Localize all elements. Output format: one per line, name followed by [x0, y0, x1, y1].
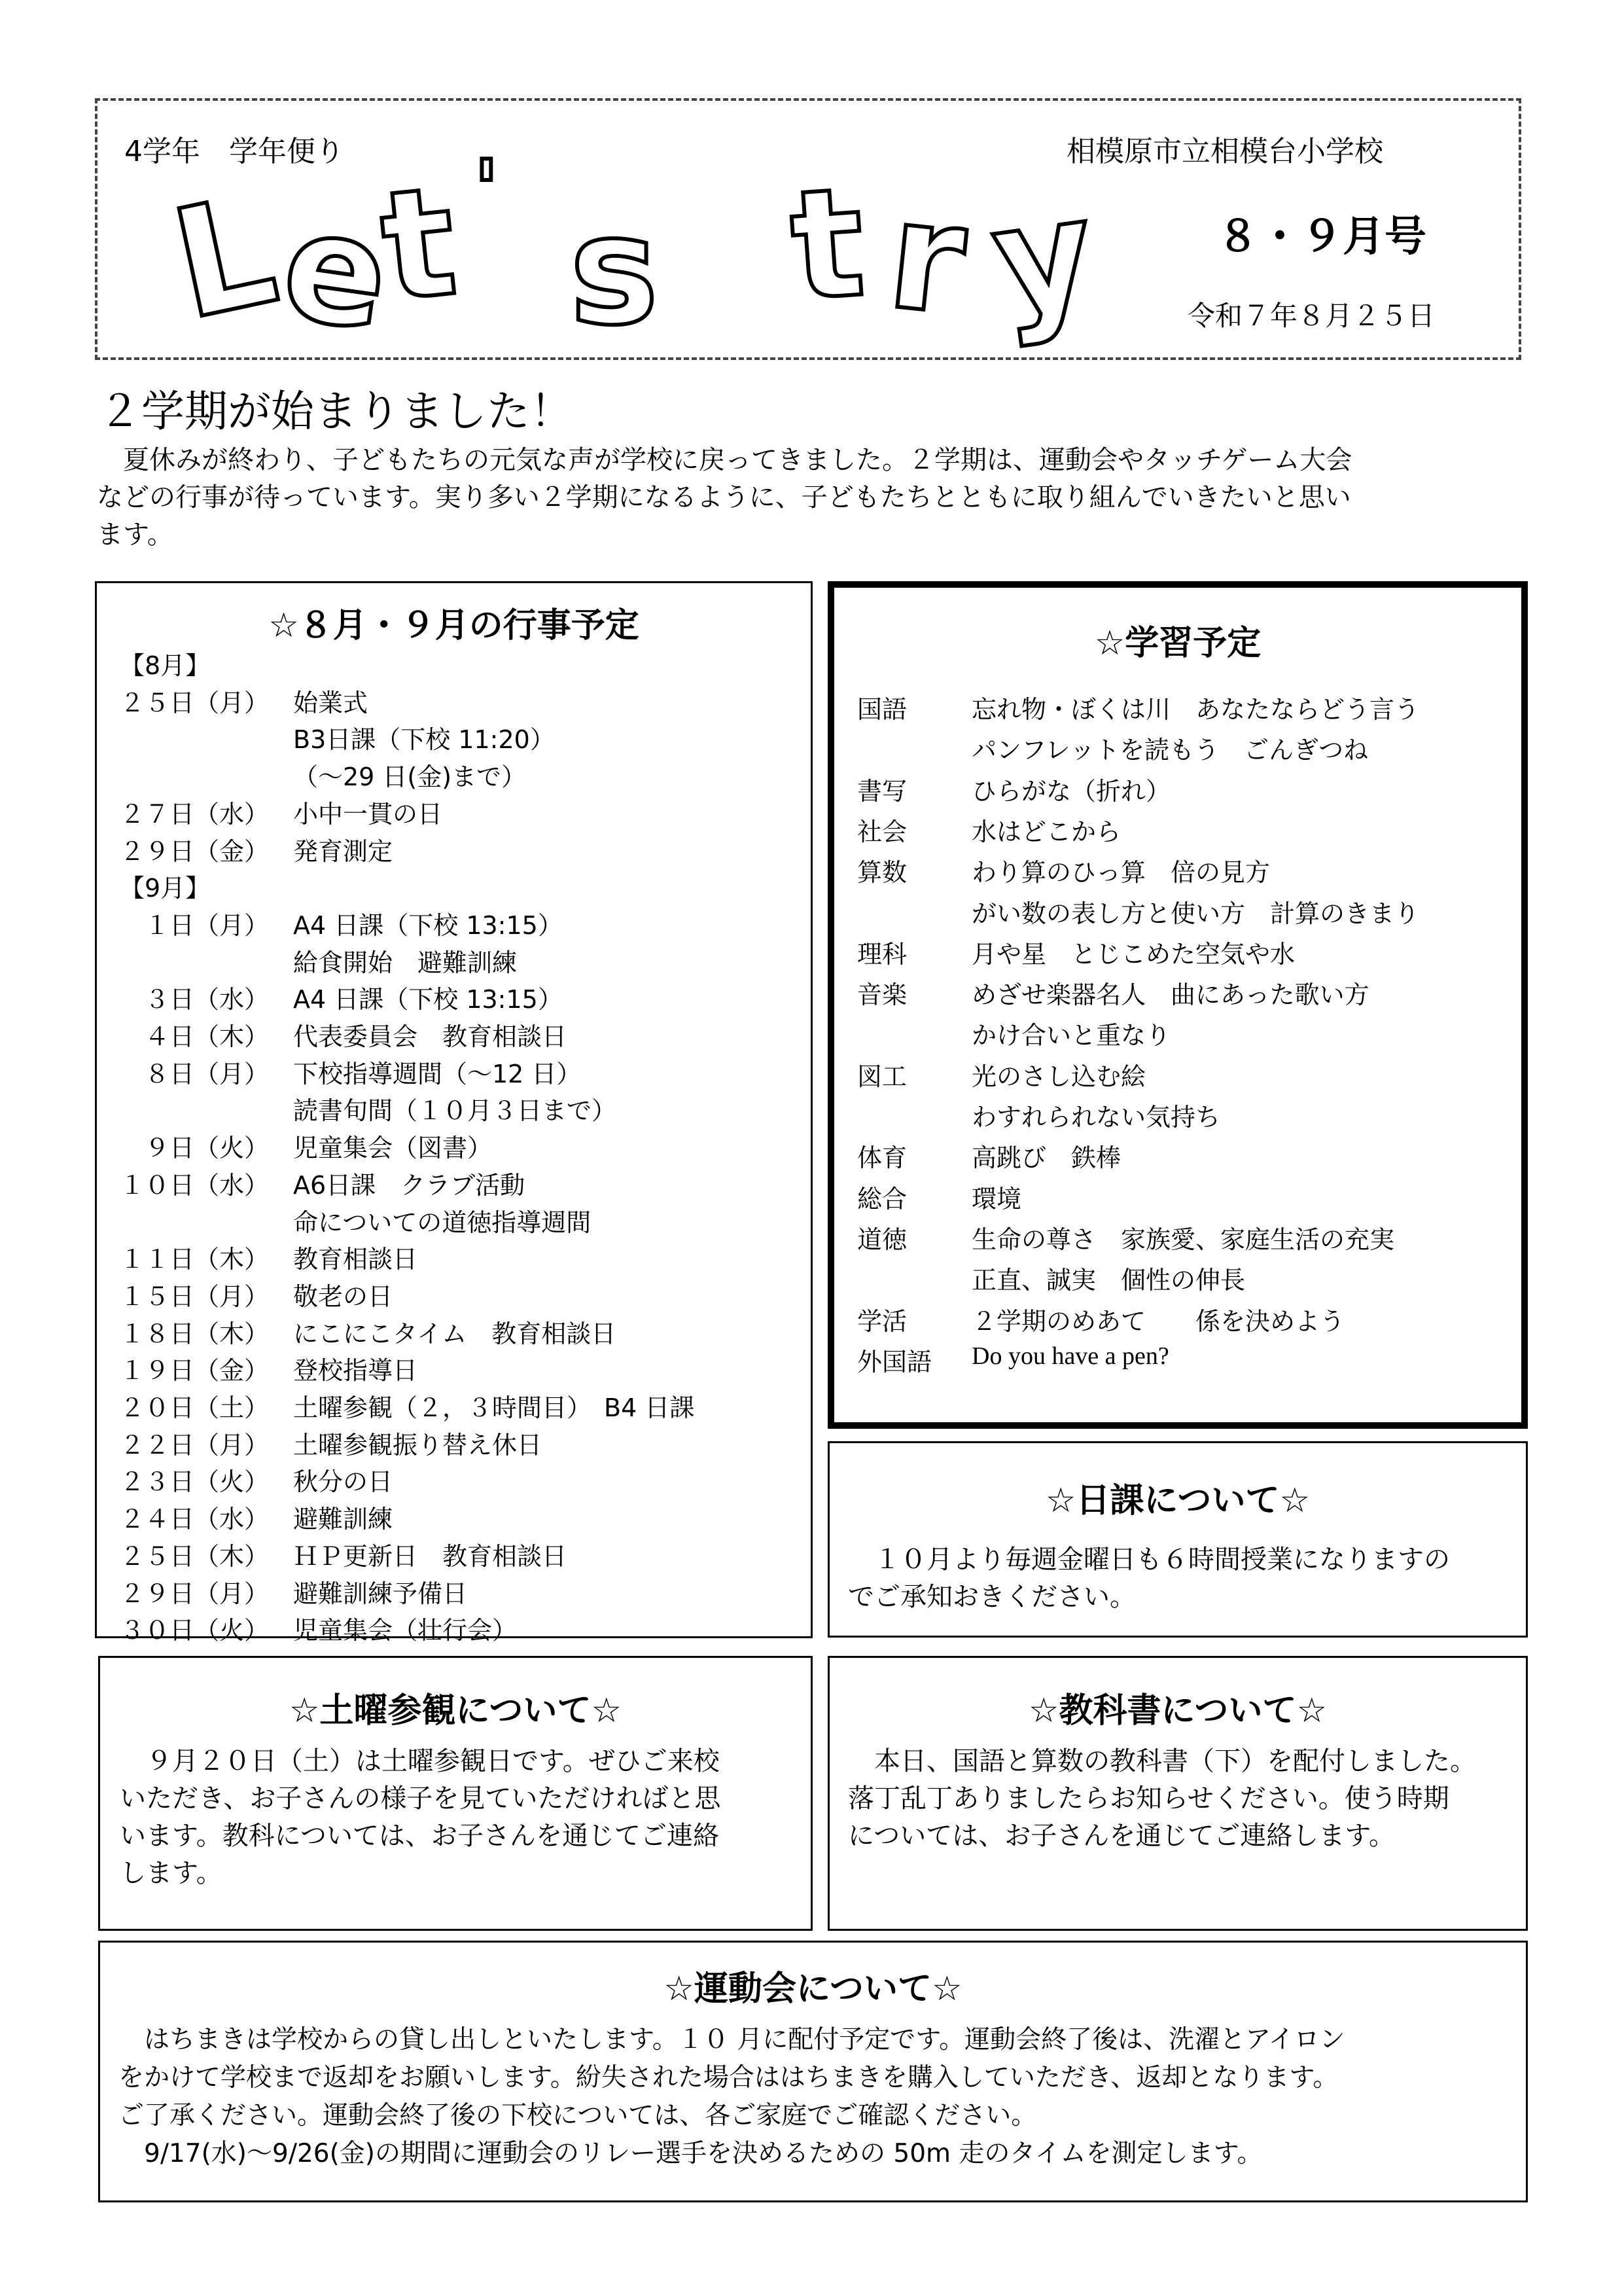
textbook-line: については、お子さんを通じてご連絡します。 — [848, 1821, 1395, 1851]
saturday-visit-line: います。教科については、お子さんを通じてご連絡 — [120, 1821, 719, 1851]
event-text: 児童集会（図書） — [293, 1134, 493, 1163]
saturday-visit-line: いただき、お子さんの様子を見ていただければと思 — [120, 1784, 721, 1814]
event-text: にこにこタイム 教育相談日 — [293, 1319, 616, 1348]
study-content: 月や星 とじこめた空気や水 — [972, 939, 1296, 969]
study-content: かけ合いと重なり — [972, 1021, 1171, 1050]
schedule-notice-line: でご承知おきください。 — [848, 1582, 1136, 1612]
event-text: 避難訓練 — [293, 1505, 393, 1534]
title-logo-letter: s — [569, 184, 659, 359]
event-text: 教育相談日 — [293, 1245, 418, 1274]
event-text: 小中一貫の日 — [293, 799, 443, 829]
event-date: ３日（水） — [120, 985, 270, 1014]
event-text: B3日課（下校 11:20） — [293, 725, 555, 755]
events-title: ☆８月・９月の行事予定 — [268, 606, 639, 645]
sports-day-title: ☆運動会について☆ — [663, 1969, 962, 2009]
textbook-box — [828, 1656, 1528, 1931]
study-box — [828, 581, 1528, 1429]
study-content: 忘れ物・ぼくは川 あなたならどう言う — [972, 695, 1420, 724]
study-content: 環境 — [972, 1184, 1022, 1213]
study-content: パンフレットを読もう ごんぎつね — [972, 736, 1369, 765]
saturday-visit-line: します。 — [120, 1858, 222, 1888]
event-date: 【8月】 — [120, 651, 211, 680]
event-date: ４日（木） — [120, 1022, 270, 1051]
title-logo-letter: t — [374, 154, 464, 336]
event-date: ９日（火） — [120, 1134, 270, 1163]
event-text: A6日課 クラブ活動 — [293, 1170, 525, 1200]
title-logo-letter: ' — [474, 144, 499, 235]
intro-line: ます。 — [97, 520, 173, 550]
study-title: ☆学習予定 — [1094, 624, 1262, 663]
schedule-notice-box — [828, 1441, 1528, 1638]
event-text: ＨＰ更新日 教育相談日 — [293, 1541, 567, 1571]
event-text: 発育測定 — [293, 836, 393, 866]
study-content: わすれられない気持ち — [972, 1103, 1221, 1132]
event-date: ２９日（金） — [120, 836, 270, 866]
study-subject: 社会 — [857, 817, 908, 846]
study-content: 光のさし込む絵 — [972, 1062, 1146, 1091]
textbook-text — [848, 1743, 1515, 1855]
study-subject: 総合 — [857, 1184, 908, 1213]
study-subject: 学活 — [857, 1306, 908, 1336]
intro-paragraph — [97, 442, 1536, 554]
intro-line: 夏休みが終わり、子どもたちの元気な声が学校に戻ってきました。２学期は、運動会やタッチゲーム大会 — [97, 445, 1352, 475]
event-date: １５日（月） — [120, 1282, 270, 1311]
sports-day-line: をかけて学校まで返却をお願いします。紛失された場合ははちまきを購入していただき、返却となります。 — [118, 2063, 1339, 2092]
textbook-line: 落丁乱丁ありましたらお知らせください。使う時期 — [848, 1784, 1449, 1814]
event-date: ２２日（月） — [120, 1430, 270, 1460]
event-date: １９日（金） — [120, 1356, 270, 1386]
event-date: ３０日（火） — [120, 1616, 270, 1645]
title-logo-letter: L — [159, 162, 290, 354]
issue-date: 令和７年８月２５日 — [1188, 300, 1436, 332]
issue-label: ８・９月号 — [1217, 213, 1426, 261]
study-content: がい数の表し方と使い方 計算のきまり — [972, 899, 1420, 928]
event-text: 土曜参観振り替え休日 — [293, 1430, 542, 1460]
event-text: A4 日課（下校 13:15） — [293, 910, 563, 940]
event-date: １日（月） — [120, 910, 270, 940]
event-text: 避難訓練予備日 — [293, 1579, 468, 1608]
study-content: ひらがな（折れ） — [972, 776, 1171, 806]
study-content: わり算のひっ算 倍の見方 — [972, 858, 1271, 888]
study-content: 高跳び 鉄棒 — [972, 1143, 1121, 1173]
school-name: 相模原市立相模台小学校 — [1067, 135, 1383, 168]
event-date: 【9月】 — [120, 874, 211, 903]
study-subject: 算数 — [857, 858, 908, 888]
event-date: ２７日（水） — [120, 799, 270, 829]
study-subject: 図工 — [857, 1062, 908, 1091]
saturday-visit-line: ９月２０日（土）は土曜参観日です。ぜひご来校 — [120, 1746, 720, 1776]
study-content: 水はどこから — [972, 817, 1121, 846]
title-logo-letter: t — [785, 155, 870, 335]
study-subject: 国語 — [857, 695, 908, 724]
schedule-notice-text — [848, 1541, 1515, 1616]
event-date: １８日（木） — [120, 1319, 270, 1348]
study-subject: 音楽 — [857, 980, 908, 1010]
event-date: ２４日（水） — [120, 1505, 270, 1534]
event-text: A4 日課（下校 13:15） — [293, 985, 563, 1014]
title-logo-letter: e — [273, 177, 398, 365]
event-text: 命についての道徳指導週間 — [293, 1208, 591, 1237]
event-text: 下校指導週間（～12 日） — [293, 1059, 582, 1088]
study-content: めざせ楽器名人 曲にあった歌い方 — [972, 980, 1369, 1010]
event-date: ２５日（月） — [120, 688, 270, 717]
event-text: 始業式 — [293, 688, 368, 717]
study-subject: 外国語 — [857, 1347, 932, 1376]
sports-day-line: 9/17(水)～9/26(金)の期間に運動会のリレー選手を決めるための 50m 走のタイムを測定します。 — [118, 2139, 1263, 2168]
event-date: ２５日（木） — [120, 1541, 270, 1571]
event-date: ８日（月） — [120, 1059, 270, 1088]
intro-heading: ２学期が始まりました！ — [98, 386, 573, 437]
saturday-visit-text — [120, 1743, 800, 1892]
title-logo-letter: r — [881, 167, 974, 350]
study-content: ２学期のめあて 係を決めよう — [972, 1306, 1345, 1336]
study-subject: 体育 — [857, 1143, 908, 1173]
events-box — [95, 581, 813, 1645]
study-content: 生命の尊さ 家族愛、家庭生活の充実 — [972, 1225, 1395, 1254]
event-text: 土曜参観（２，３時間目） B4 日課 — [293, 1393, 695, 1422]
event-date: ２９日（月） — [120, 1579, 270, 1608]
textbook-line: 本日、国語と算数の教科書（下）を配付しました。 — [848, 1746, 1476, 1776]
event-date: １０日（水） — [120, 1170, 270, 1200]
saturday-visit-box — [98, 1656, 813, 1931]
sports-day-line: はちまきは学校からの貸し出しといたします。１０ 月に配付予定です。運動会終了後は、洗濯とアイロン — [118, 2025, 1345, 2054]
event-date: ２３日（火） — [120, 1467, 270, 1497]
intro-line: などの行事が待っています。実り多い２学期になるように、子どもたちとともに取り組んでいきたいと思い — [97, 482, 1351, 512]
study-subject: 道徳 — [857, 1225, 908, 1254]
event-text: 登校指導日 — [293, 1356, 418, 1386]
study-content: 正直、誠実 個性の伸長 — [972, 1266, 1246, 1295]
event-text: 児童集会（壮行会） — [293, 1616, 518, 1645]
event-date: １１日（木） — [120, 1245, 270, 1274]
title-logo-letter: y — [983, 164, 1104, 352]
sports-day-line: ご了承ください。運動会終了後の下校については、各ご家庭でご確認ください。 — [118, 2101, 1037, 2130]
saturday-visit-title: ☆土曜参観について☆ — [289, 1691, 622, 1731]
event-text: 給食開始 避難訓練 — [293, 948, 518, 977]
study-subject: 理科 — [857, 939, 908, 969]
grade-label: 4学年 学年便り — [124, 135, 344, 168]
event-text: 代表委員会 教育相談日 — [293, 1022, 567, 1051]
study-subject: 書写 — [857, 776, 908, 806]
textbook-title: ☆教科書について☆ — [1028, 1691, 1328, 1731]
schedule-notice-title: ☆日課について☆ — [1045, 1481, 1311, 1520]
schedule-notice-line: １０月より毎週金曜日も６時間授業になりますの — [848, 1545, 1450, 1575]
event-text: 秋分の日 — [293, 1467, 393, 1497]
sports-day-text — [118, 2021, 1512, 2173]
event-text: 敬老の日 — [293, 1282, 393, 1311]
event-text: （～29 日(金)まで） — [293, 762, 527, 792]
study-content: Do you have a pen? — [972, 1342, 1169, 1370]
sports-day-box — [98, 1941, 1528, 2202]
event-date: ２０日（土） — [120, 1393, 270, 1422]
event-text: 読書旬間（１０月３日まで） — [293, 1096, 617, 1126]
